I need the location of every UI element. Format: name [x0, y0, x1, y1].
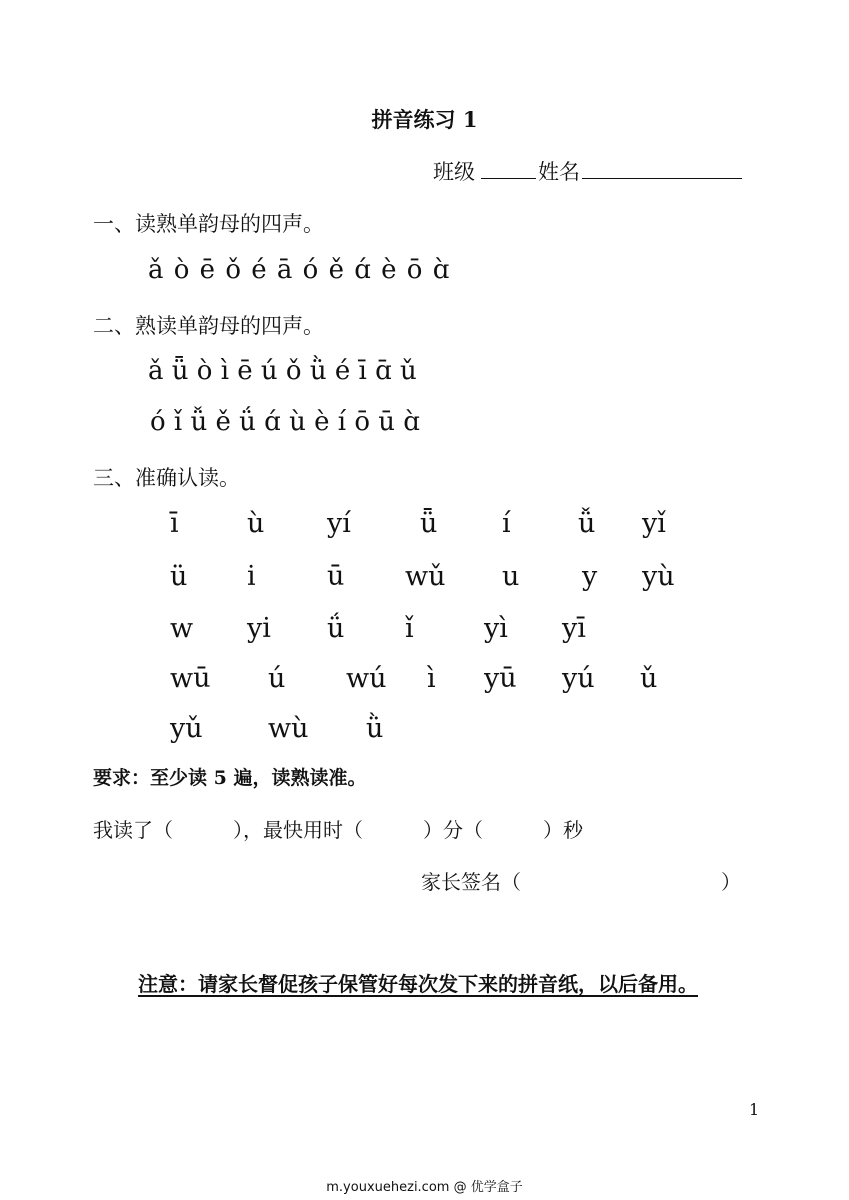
page-number: 1: [749, 1100, 760, 1119]
pinyin-syllable: i: [247, 561, 256, 592]
pinyin-syllable: wū: [170, 663, 211, 694]
pinyin-syllable: wú: [346, 663, 387, 694]
pinyin-syllable: ü: [170, 561, 188, 592]
section1-heading: 一、读熟单韵母的四声。: [93, 212, 324, 236]
class-blank-line: [481, 178, 536, 179]
pinyin-syllable: wù: [268, 713, 309, 744]
parent-signature-line: 家长签名（ ）: [421, 870, 741, 894]
pinyin-syllable: í: [502, 508, 511, 539]
section3-heading: 三、准确认读。: [93, 466, 240, 490]
pinyin-syllable: ǚ: [578, 508, 596, 539]
pinyin-syllable: y: [582, 561, 598, 592]
section1-pinyin-row: ǎ ò ē ǒ é ā ó ě ɑ́ è ō ɑ̀: [148, 255, 450, 285]
pinyin-syllable: ǔ: [640, 663, 658, 694]
page-title: 拼音练习 1: [371, 107, 478, 132]
pinyin-syllable: ǘ: [327, 613, 345, 644]
pinyin-syllable: ǜ: [366, 713, 384, 744]
requirement-text: 要求：至少读 5 遍，读熟读准。: [93, 767, 367, 789]
site-footer: m.youxuehezi.com @ 优学盒子: [326, 1180, 523, 1195]
pinyin-syllable: yi: [247, 613, 271, 644]
reading-record-line: 我读了（ ），最快用时（ ）分（ ）秒: [93, 818, 583, 842]
pinyin-syllable: yǐ: [642, 508, 666, 539]
pinyin-syllable: yī: [562, 613, 586, 644]
pinyin-syllable: ū: [327, 561, 345, 592]
pinyin-syllable: yí: [327, 508, 351, 539]
pinyin-syllable: ǖ: [420, 508, 438, 539]
pinyin-syllable: w: [170, 613, 194, 644]
pinyin-syllable: u: [502, 561, 520, 592]
section2-pinyin-row-1: ǎ ǖ ò ì ē ú ǒ ǜ é ī ɑ̄ ǔ: [148, 356, 417, 386]
name-label: 姓名: [538, 160, 580, 184]
pinyin-syllable: yú: [562, 663, 595, 694]
section2-heading: 二、熟读单韵母的四声。: [93, 314, 324, 338]
pinyin-syllable: ǐ: [405, 613, 414, 644]
parent-notice: 注意：请家长督促孩子保管好每次发下来的拼音纸，以后备用。: [138, 972, 698, 996]
pinyin-syllable: ī: [170, 508, 179, 539]
class-label: 班级: [433, 160, 475, 184]
pinyin-syllable: yì: [484, 613, 508, 644]
pinyin-syllable: ù: [247, 508, 265, 539]
pinyin-syllable: wǔ: [405, 561, 446, 592]
pinyin-syllable: ú: [268, 663, 286, 694]
pinyin-syllable: yù: [642, 561, 675, 592]
pinyin-syllable: yū: [484, 663, 517, 694]
pinyin-syllable: ì: [427, 663, 436, 694]
section2-pinyin-row-2: ó ǐ ǚ ě ǘ ɑ́ ù è í ō ū ɑ̀: [150, 407, 420, 437]
pinyin-syllable: yǔ: [170, 713, 203, 744]
name-blank-line: [582, 178, 742, 179]
